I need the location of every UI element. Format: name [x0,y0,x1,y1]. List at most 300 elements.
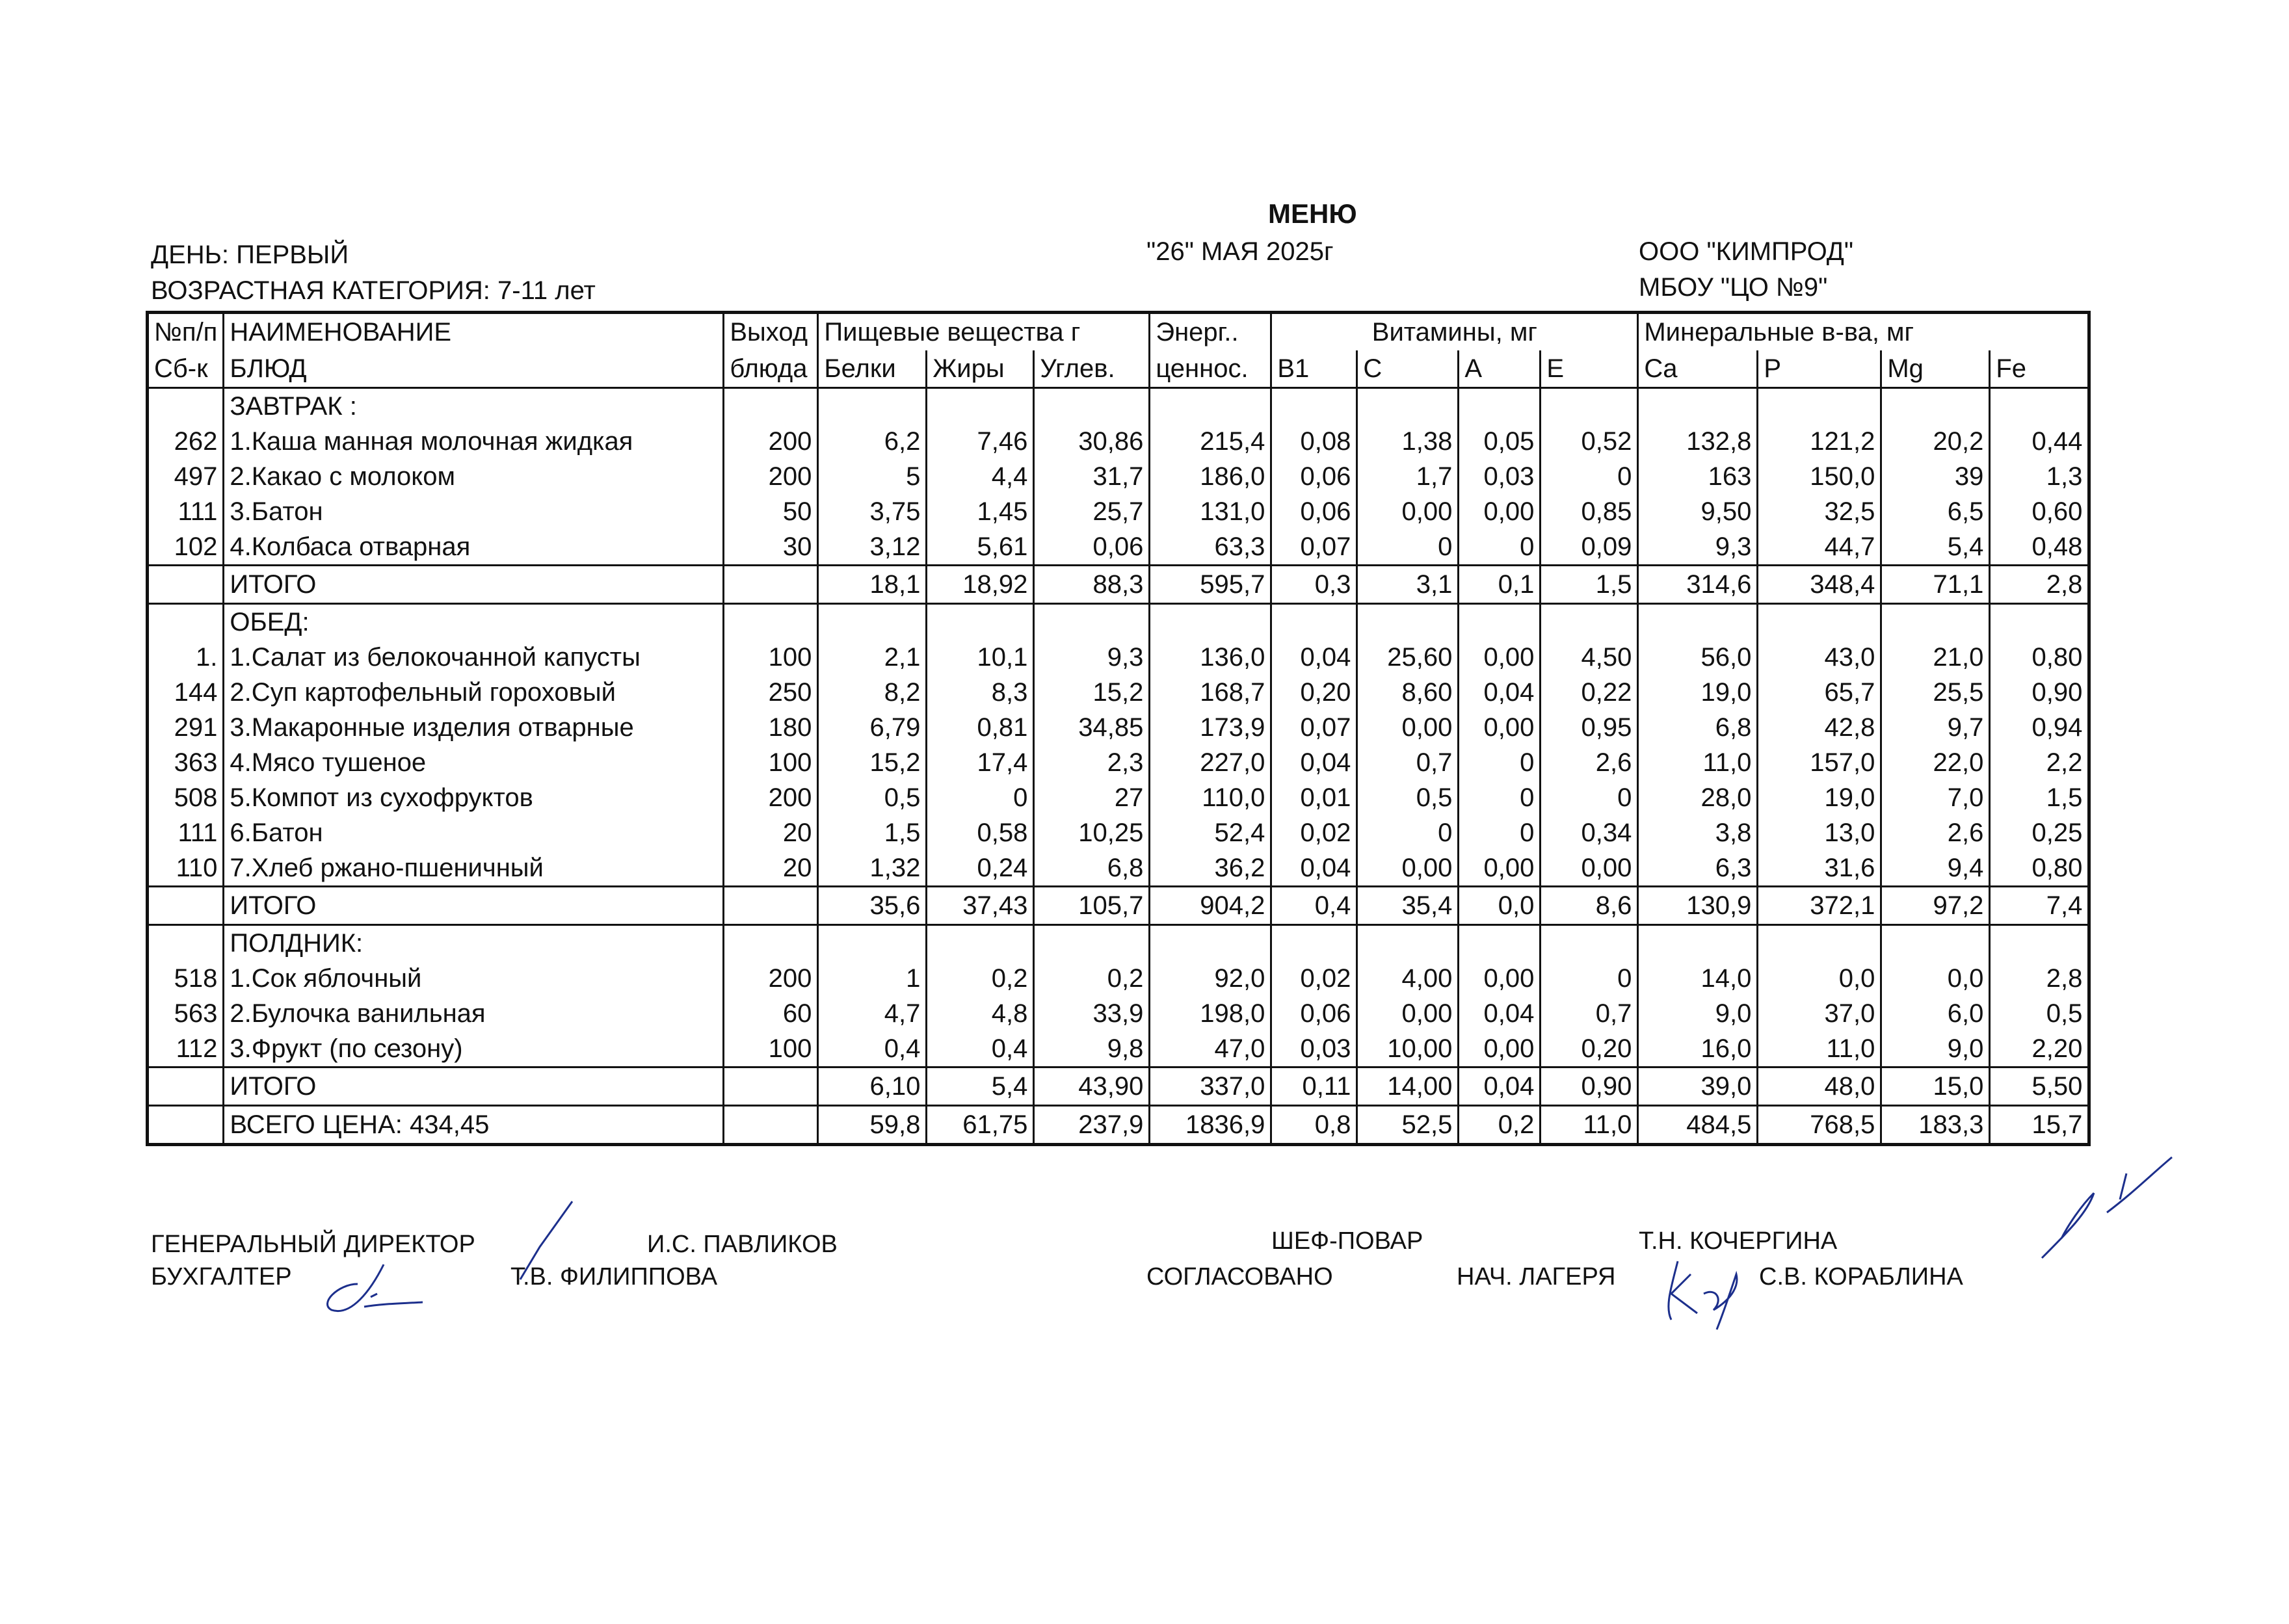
chef-signature [2029,1141,2178,1271]
cell-protein: 1 [818,961,927,996]
header-cell-vitamins: Витамины, мг [1271,313,1638,351]
cell-mg: 21,0 [1881,640,1990,675]
cell-p: 37,0 [1758,996,1881,1031]
cell-name: ПОЛДНИК: [224,925,724,962]
header-cell-name: НАИМЕНОВАНИЕ [224,313,724,351]
cell-vit-e: 8,6 [1541,887,1638,925]
cell-vit-c: С [1357,350,1459,388]
cell-name: 4.Колбаса отварная [224,529,724,566]
grand-total-row [148,1106,2089,1145]
cell-vit-c: 4,00 [1357,961,1459,996]
cell-protein: 6,79 [818,710,927,745]
cell-vit-e: 0,85 [1541,494,1638,529]
cell-ca: 130,9 [1638,887,1758,925]
cell-vit-a [1459,604,1541,640]
cell-fe [1990,604,2089,640]
camp-head-label: НАЧ. ЛАГЕРЯ [1457,1263,1616,1290]
cell-mg: 5,4 [1881,529,1990,566]
cell-name: 4.Мясо тушеное [224,745,724,780]
cell-vit-b1: 0,3 [1271,566,1357,604]
menu-title: МЕНЮ [1268,198,1357,229]
cell-vit-c: 1,38 [1357,424,1459,459]
cell-p: 19,0 [1758,780,1881,815]
accountant-label: БУХГАЛТЕР [151,1263,292,1290]
cell-protein: Белки [818,350,927,388]
cell-vit-e: 0 [1541,459,1638,494]
table-row [148,745,2089,780]
cell-vit-b1: 0,06 [1271,996,1357,1031]
cell-fat [927,925,1034,962]
cell-output: 50 [724,494,818,529]
cell-protein: 6,2 [818,424,927,459]
cell-vit-a: 0,00 [1459,494,1541,529]
cell-vit-c: 0,00 [1357,710,1459,745]
cell-vit-a: 0,00 [1459,961,1541,996]
cell-p: 44,7 [1758,529,1881,566]
cell-ca: 484,5 [1638,1106,1758,1145]
cell-energy [1150,388,1271,425]
cell-fe: 1,3 [1990,459,2089,494]
cell-output: 100 [724,1031,818,1067]
cell-num [148,1106,224,1145]
cell-fat: 7,46 [927,424,1034,459]
cell-num [148,604,224,640]
cell-ca: Ca [1638,350,1758,388]
cell-ca: 132,8 [1638,424,1758,459]
cell-vit-e: 0,34 [1541,815,1638,850]
cell-vit-b1: В1 [1271,350,1357,388]
cell-p: 0,0 [1758,961,1881,996]
cell-vit-e: 0,52 [1541,424,1638,459]
header-cell-nutrients: Пищевые вещества г [818,313,1150,351]
cell-protein: 35,6 [818,887,927,925]
table-row [148,529,2089,566]
cell-vit-e: 0 [1541,961,1638,996]
cell-fe: 15,7 [1990,1106,2089,1145]
director-name: И.С. ПАВЛИКОВ [647,1231,838,1258]
cell-vit-b1 [1271,388,1357,425]
cell-name: 1.Сок яблочный [224,961,724,996]
cell-fe: 1,5 [1990,780,2089,815]
cell-vit-b1: 0,02 [1271,815,1357,850]
cell-vit-a: 0,00 [1459,1031,1541,1067]
cell-num [148,566,224,604]
table-row [148,850,2089,887]
cell-carbs: 9,8 [1034,1031,1150,1067]
cell-mg: 2,6 [1881,815,1990,850]
section-total-row [148,887,2089,925]
cell-vit-b1: 0,04 [1271,745,1357,780]
cell-output [724,604,818,640]
cell-mg: 39 [1881,459,1990,494]
section-title-row [148,388,2089,425]
cell-vit-c: 35,4 [1357,887,1459,925]
cell-num: 112 [148,1031,224,1067]
director-label: ГЕНЕРАЛЬНЫЙ ДИРЕКТОР [151,1231,475,1258]
cell-energy: 131,0 [1150,494,1271,529]
cell-fat [927,388,1034,425]
cell-protein [818,388,927,425]
cell-vit-c: 14,00 [1357,1067,1459,1106]
cell-fat: 0 [927,780,1034,815]
cell-p: 13,0 [1758,815,1881,850]
cell-protein: 5 [818,459,927,494]
cell-vit-b1: 0,04 [1271,850,1357,887]
cell-name: 2.Какао с молоком [224,459,724,494]
cell-output [724,566,818,604]
cell-fe: 0,60 [1990,494,2089,529]
cell-p: 11,0 [1758,1031,1881,1067]
cell-output: 100 [724,745,818,780]
cell-name: 1.Салат из белокочанной капусты [224,640,724,675]
cell-energy [1150,604,1271,640]
table-row [148,459,2089,494]
cell-fe: 7,4 [1990,887,2089,925]
cell-mg: 22,0 [1881,745,1990,780]
cell-fat: 18,92 [927,566,1034,604]
cell-vit-b1: 0,08 [1271,424,1357,459]
cell-fat: 5,61 [927,529,1034,566]
cell-name: 1.Каша манная молочная жидкая [224,424,724,459]
cell-vit-c: 3,1 [1357,566,1459,604]
cell-fat: 1,45 [927,494,1034,529]
cell-fat: 8,3 [927,675,1034,710]
cell-protein [818,604,927,640]
cell-name: ЗАВТРАК : [224,388,724,425]
cell-fe: 2,2 [1990,745,2089,780]
cell-fe [1990,388,2089,425]
cell-vit-c [1357,604,1459,640]
cell-mg: 9,4 [1881,850,1990,887]
table-row [148,961,2089,996]
cell-fe: 0,80 [1990,640,2089,675]
cell-vit-a: 0,03 [1459,459,1541,494]
header-cell-num: №п/п [148,313,224,351]
cell-vit-b1: 0,07 [1271,710,1357,745]
cell-output: 20 [724,850,818,887]
table-row [148,815,2089,850]
cell-energy: 52,4 [1150,815,1271,850]
cell-vit-b1 [1271,604,1357,640]
cell-vit-a: 0,00 [1459,640,1541,675]
cell-energy: 63,3 [1150,529,1271,566]
cell-vit-c: 8,60 [1357,675,1459,710]
cell-protein: 0,4 [818,1031,927,1067]
cell-vit-e [1541,604,1638,640]
cell-name: 5.Компот из сухофруктов [224,780,724,815]
cell-mg [1881,388,1990,425]
cell-protein: 18,1 [818,566,927,604]
cell-fe: 2,20 [1990,1031,2089,1067]
cell-energy: 186,0 [1150,459,1271,494]
cell-protein: 1,32 [818,850,927,887]
cell-protein: 2,1 [818,640,927,675]
cell-num: Сб-к [148,350,224,388]
cell-fat: 0,81 [927,710,1034,745]
cell-energy: 168,7 [1150,675,1271,710]
table-row [148,710,2089,745]
cell-ca: 16,0 [1638,1031,1758,1067]
cell-vit-b1: 0,8 [1271,1106,1357,1145]
cell-fe: 2,8 [1990,566,2089,604]
cell-vit-b1: 0,07 [1271,529,1357,566]
cell-name: БЛЮД [224,350,724,388]
cell-energy: 92,0 [1150,961,1271,996]
cell-carbs: 34,85 [1034,710,1150,745]
cell-ca: 14,0 [1638,961,1758,996]
cell-num: 102 [148,529,224,566]
cell-fat: 0,58 [927,815,1034,850]
cell-mg: 6,5 [1881,494,1990,529]
cell-p [1758,604,1881,640]
cell-vit-c [1357,388,1459,425]
cell-vit-a: 0 [1459,780,1541,815]
cell-carbs: 31,7 [1034,459,1150,494]
cell-vit-b1: 0,04 [1271,640,1357,675]
cell-p: 43,0 [1758,640,1881,675]
cell-vit-e: Е [1541,350,1638,388]
cell-vit-e: 0,95 [1541,710,1638,745]
camp-head-signature [1652,1248,1756,1333]
cell-protein: 0,5 [818,780,927,815]
cell-fe: 0,80 [1990,850,2089,887]
cell-protein: 3,75 [818,494,927,529]
cell-output: 100 [724,640,818,675]
cell-num [148,925,224,962]
table-subheader-row [148,350,2089,388]
cell-energy: 1836,9 [1150,1106,1271,1145]
cell-name: 3.Батон [224,494,724,529]
cell-carbs: 30,86 [1034,424,1150,459]
cell-output: 60 [724,996,818,1031]
cell-protein: 59,8 [818,1106,927,1145]
cell-ca: 163 [1638,459,1758,494]
cell-ca: 314,6 [1638,566,1758,604]
school-name: МБОУ "ЦО №9" [1639,273,1828,302]
cell-name: 2.Суп картофельный гороховый [224,675,724,710]
menu-table [146,311,2091,1146]
cell-name: 3.Фрукт (по сезону) [224,1031,724,1067]
cell-vit-a: 0,00 [1459,850,1541,887]
cell-p: 372,1 [1758,887,1881,925]
cell-num: 262 [148,424,224,459]
cell-carbs: 2,3 [1034,745,1150,780]
cell-energy: 198,0 [1150,996,1271,1031]
cell-fat: 4,8 [927,996,1034,1031]
cell-vit-b1: 0,11 [1271,1067,1357,1106]
cell-num: 363 [148,745,224,780]
cell-p: 48,0 [1758,1067,1881,1106]
cell-num [148,388,224,425]
cell-carbs: 105,7 [1034,887,1150,925]
cell-carbs: 25,7 [1034,494,1150,529]
cell-vit-a: 0,04 [1459,1067,1541,1106]
table-row [148,640,2089,675]
chef-label: ШЕФ-ПОВАР [1271,1227,1423,1255]
cell-vit-b1: 0,06 [1271,494,1357,529]
cell-carbs: 88,3 [1034,566,1150,604]
cell-p [1758,388,1881,425]
cell-output [724,1106,818,1145]
cell-energy [1150,925,1271,962]
cell-num: 110 [148,850,224,887]
cell-fe [1990,925,2089,962]
cell-vit-b1: 0,06 [1271,459,1357,494]
cell-num [148,1067,224,1106]
cell-vit-e: 0,7 [1541,996,1638,1031]
cell-protein: 3,12 [818,529,927,566]
cell-num: 508 [148,780,224,815]
cell-ca [1638,604,1758,640]
cell-vit-e: 2,6 [1541,745,1638,780]
table-row [148,494,2089,529]
cell-output: 200 [724,780,818,815]
cell-carbs [1034,604,1150,640]
cell-ca: 56,0 [1638,640,1758,675]
cell-vit-a: 0,04 [1459,675,1541,710]
header-cell-minerals: Минеральные в-ва, мг [1638,313,2089,351]
cell-fat: 61,75 [927,1106,1034,1145]
cell-carbs: Углев. [1034,350,1150,388]
header-cell-output: Выход [724,313,818,351]
section-total-row [148,1067,2089,1106]
cell-vit-c: 52,5 [1357,1106,1459,1145]
cell-name: 3.Макаронные изделия отварные [224,710,724,745]
cell-vit-b1 [1271,925,1357,962]
cell-energy: 337,0 [1150,1067,1271,1106]
cell-fe: 5,50 [1990,1067,2089,1106]
cell-energy: 595,7 [1150,566,1271,604]
cell-fat: Жиры [927,350,1034,388]
cell-energy: 110,0 [1150,780,1271,815]
cell-fat: 0,4 [927,1031,1034,1067]
cell-num: 291 [148,710,224,745]
cell-vit-e: 0,90 [1541,1067,1638,1106]
cell-fe: 0,90 [1990,675,2089,710]
cell-fat: 17,4 [927,745,1034,780]
cell-carbs [1034,925,1150,962]
cell-name: 7.Хлеб ржано-пшеничный [224,850,724,887]
cell-fat: 0,24 [927,850,1034,887]
cell-fe: 0,48 [1990,529,2089,566]
cell-name: ВСЕГО ЦЕНА: 434,45 [224,1106,724,1145]
cell-vit-a: 0,0 [1459,887,1541,925]
cell-num [148,887,224,925]
cell-vit-e: 0 [1541,780,1638,815]
cell-energy: 215,4 [1150,424,1271,459]
cell-vit-e [1541,388,1638,425]
cell-vit-c: 0,00 [1357,850,1459,887]
cell-output: 200 [724,424,818,459]
cell-carbs: 15,2 [1034,675,1150,710]
cell-ca: 39,0 [1638,1067,1758,1106]
table-row [148,1031,2089,1067]
cell-ca [1638,388,1758,425]
cell-vit-c: 0,00 [1357,494,1459,529]
cell-energy: 136,0 [1150,640,1271,675]
cell-fat: 37,43 [927,887,1034,925]
cell-mg: 0,0 [1881,961,1990,996]
cell-carbs: 33,9 [1034,996,1150,1031]
cell-mg: 15,0 [1881,1067,1990,1106]
cell-output: 200 [724,961,818,996]
cell-vit-b1: 0,03 [1271,1031,1357,1067]
cell-energy: 227,0 [1150,745,1271,780]
cell-num: 144 [148,675,224,710]
cell-vit-c: 10,00 [1357,1031,1459,1067]
cell-carbs [1034,388,1150,425]
cell-output: 200 [724,459,818,494]
cell-num: 497 [148,459,224,494]
cell-vit-b1: 0,02 [1271,961,1357,996]
age-category: ВОЗРАСТНАЯ КАТЕГОРИЯ: 7-11 лет [151,276,596,305]
table-row [148,424,2089,459]
cell-vit-a: 0,2 [1459,1106,1541,1145]
cell-fe: 0,44 [1990,424,2089,459]
cell-ca: 19,0 [1638,675,1758,710]
cell-mg: 25,5 [1881,675,1990,710]
cell-energy: ценнос. [1150,350,1271,388]
cell-mg [1881,925,1990,962]
cell-p: 348,4 [1758,566,1881,604]
cell-vit-c: 0 [1357,529,1459,566]
cell-output: 180 [724,710,818,745]
cell-fe: Fe [1990,350,2089,388]
cell-mg: Mg [1881,350,1990,388]
cell-vit-b1: 0,20 [1271,675,1357,710]
camp-head-name: С.В. КОРАБЛИНА [1759,1263,1963,1290]
cell-ca: 9,0 [1638,996,1758,1031]
cell-name: ОБЕД: [224,604,724,640]
cell-vit-a: 0,04 [1459,996,1541,1031]
cell-ca: 6,3 [1638,850,1758,887]
cell-vit-a: 0 [1459,815,1541,850]
cell-ca: 3,8 [1638,815,1758,850]
cell-vit-e: 1,5 [1541,566,1638,604]
cell-vit-c: 1,7 [1357,459,1459,494]
cell-output: 20 [724,815,818,850]
cell-carbs: 0,06 [1034,529,1150,566]
cell-protein: 6,10 [818,1067,927,1106]
cell-vit-a: 0,05 [1459,424,1541,459]
cell-fat: 5,4 [927,1067,1034,1106]
cell-fe: 2,8 [1990,961,2089,996]
cell-vit-e: 0,00 [1541,850,1638,887]
cell-vit-c: 25,60 [1357,640,1459,675]
cell-protein: 4,7 [818,996,927,1031]
cell-output [724,925,818,962]
cell-p: 42,8 [1758,710,1881,745]
section-title-row [148,604,2089,640]
cell-output [724,388,818,425]
cell-p: 150,0 [1758,459,1881,494]
cell-num: 563 [148,996,224,1031]
cell-carbs: 6,8 [1034,850,1150,887]
cell-ca: 6,8 [1638,710,1758,745]
cell-mg: 7,0 [1881,780,1990,815]
cell-fat: 4,4 [927,459,1034,494]
cell-num: 111 [148,815,224,850]
menu-table-body [148,313,2089,1145]
cell-fe: 0,5 [1990,996,2089,1031]
agreed-label: СОГЛАСОВАНО [1146,1263,1333,1290]
accountant-name: Т.В. ФИЛИППОВА [510,1263,718,1290]
cell-vit-b1: 0,01 [1271,780,1357,815]
cell-name: 6.Батон [224,815,724,850]
cell-p: 157,0 [1758,745,1881,780]
cell-energy: 47,0 [1150,1031,1271,1067]
cell-ca: 9,50 [1638,494,1758,529]
